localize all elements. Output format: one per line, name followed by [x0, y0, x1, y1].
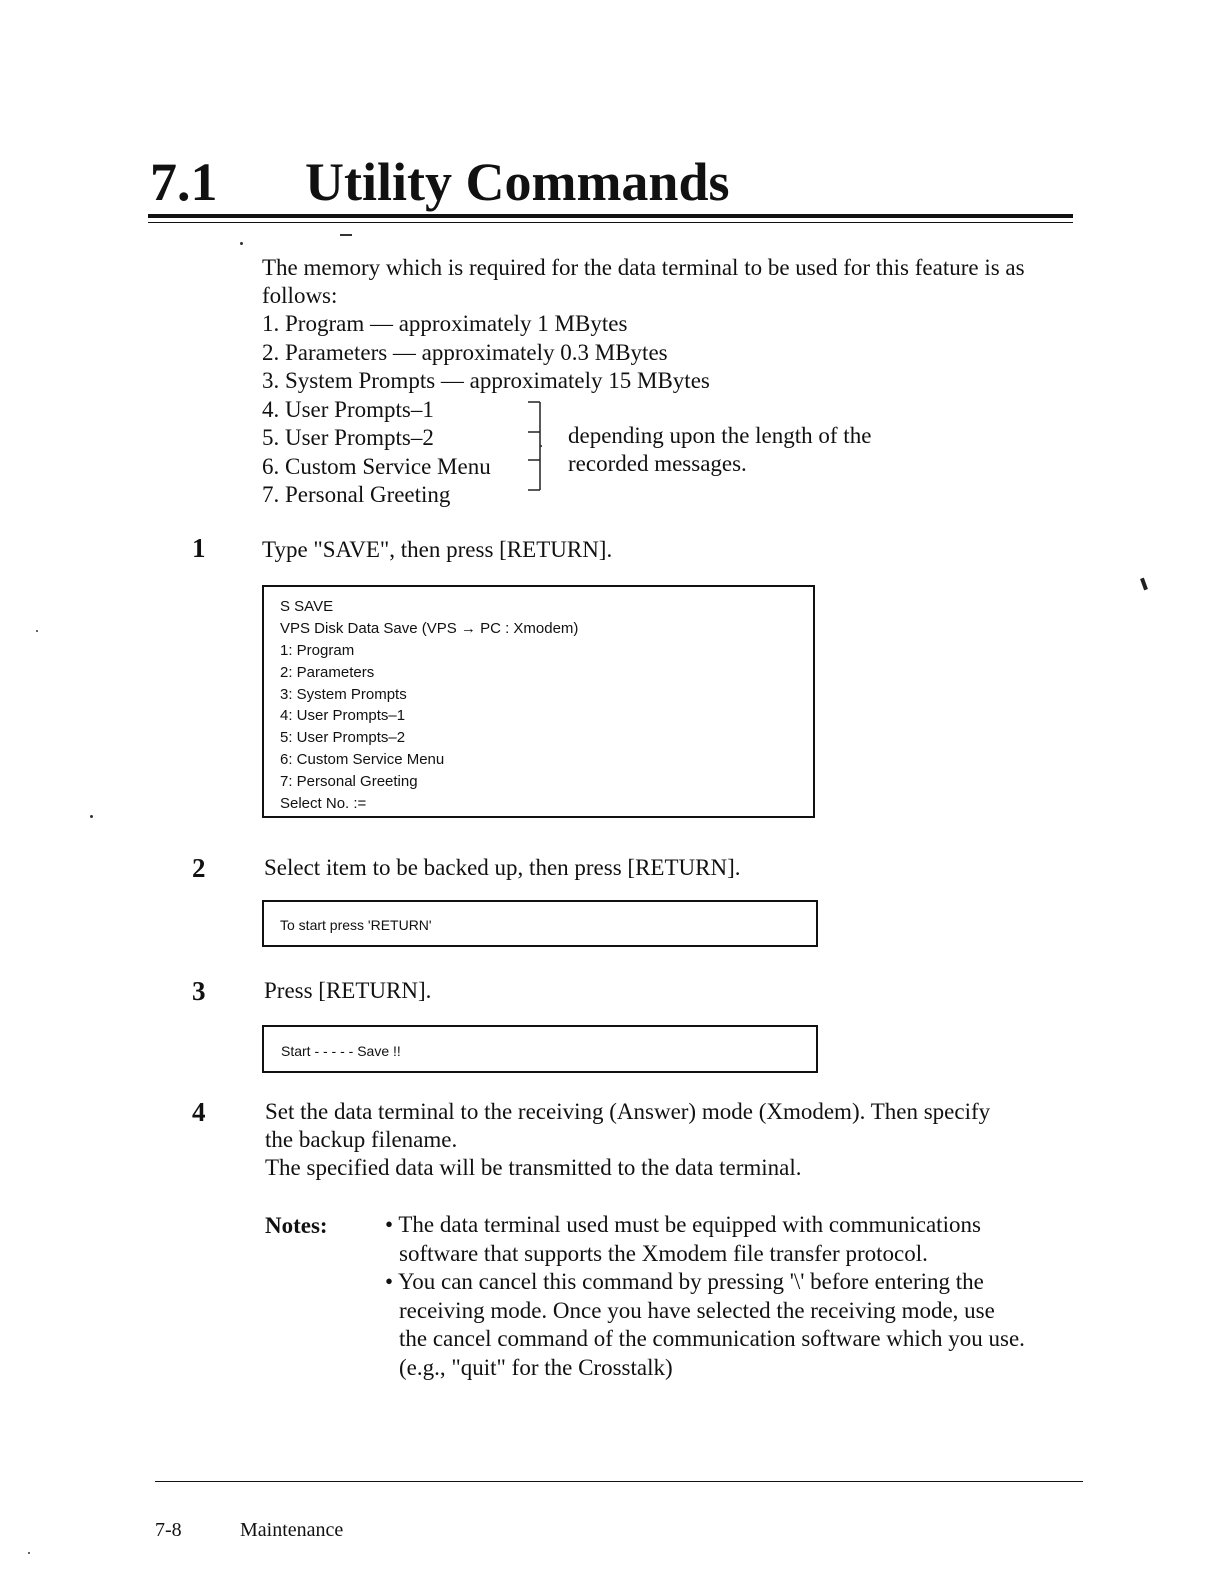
step-line: Set the data terminal to the receiving (Answer) mode (Xmodem). Then specify: [265, 1099, 991, 1124]
intro-paragraph: The memory which is required for the data terminal to be used for this feature is as follows:: [262, 255, 1025, 308]
notes-label: Notes:: [265, 1213, 328, 1238]
list-item: 2. Parameters — approximately 0.3 MBytes: [262, 339, 668, 365]
section-title: Utility Commands: [305, 152, 730, 212]
note-line: • The data terminal used must be equipped with communications: [385, 1212, 981, 1237]
step-line: The specified data will be transmitted to the data terminal.: [265, 1155, 802, 1180]
scan-speck: [90, 815, 93, 818]
length-note-line: depending upon the length of the: [568, 423, 872, 448]
terminal-line: 5: User Prompts–2: [280, 729, 406, 747]
step-4-text: [265, 1098, 1095, 1182]
note-line: the cancel command of the communication software which you use.: [399, 1326, 1025, 1351]
grouping-bracket: [512, 398, 542, 494]
terminal-line: Select No. :=: [280, 795, 367, 813]
step-number: 3: [192, 976, 206, 1006]
step-number: 4: [192, 1097, 206, 1127]
terminal-line: S SAVE: [280, 598, 334, 615]
note-line: (e.g., "quit" for the Crosstalk): [399, 1354, 673, 1380]
scan-speck: [28, 1552, 30, 1554]
list-item: 6. Custom Service Menu: [262, 453, 491, 479]
terminal-line: 3: System Prompts: [280, 685, 407, 703]
footer-section: Maintenance: [240, 1519, 344, 1541]
step-line: the backup filename.: [265, 1127, 458, 1152]
list-item: 3. System Prompts — approximately 15 MBytes: [262, 368, 710, 393]
list-item: 1. Program — approximately 1 MBytes: [262, 311, 628, 336]
heading-rule-thin: [148, 222, 1073, 223]
terminal-line: 7: Personal Greeting: [280, 773, 418, 791]
step-number: 1: [192, 533, 206, 563]
scan-speck: [1140, 578, 1148, 591]
terminal-line: 2: Parameters: [280, 663, 375, 681]
step-text: Select item to be backed up, then press [RETURN].: [264, 855, 741, 880]
page-number: 7-8: [155, 1519, 182, 1541]
terminal-line: 4: User Prompts–1: [280, 707, 406, 725]
scan-speck: [240, 242, 243, 245]
list-item: 4. User Prompts–1: [262, 396, 434, 422]
terminal-line: 1: Program: [280, 641, 355, 659]
section-number: 7.1: [150, 152, 218, 212]
note-line: receiving mode. Once you have selected the receiving mode, use: [399, 1297, 995, 1323]
heading-rule: [148, 214, 1073, 218]
step-text: Press [RETURN].: [264, 978, 432, 1003]
terminal-save-menu: [262, 585, 815, 818]
terminal-line: VPS Disk Data Save (VPS → PC : Xmodem): [280, 619, 579, 637]
terminal-start-status: Start - - - - - Save !!: [262, 1025, 818, 1073]
footer-rule: [155, 1481, 1083, 1482]
scan-speck: [36, 630, 38, 632]
notes-list: [385, 1211, 1085, 1382]
terminal-line: 6: Custom Service Menu: [280, 751, 445, 769]
step-text: Type "SAVE", then press [RETURN].: [262, 537, 613, 562]
note-line: software that supports the Xmodem file transfer protocol.: [399, 1240, 928, 1266]
step-number: 2: [192, 853, 206, 883]
terminal-start-prompt: To start press 'RETURN': [262, 900, 818, 947]
list-item: 7. Personal Greeting: [262, 482, 451, 507]
length-note-line: recorded messages.: [568, 451, 747, 476]
scan-speck: [340, 234, 352, 236]
note-line: • You can cancel this command by pressing '\' before entering the: [385, 1269, 984, 1294]
length-note: [568, 422, 871, 478]
list-item: 5. User Prompts–2: [262, 425, 434, 450]
